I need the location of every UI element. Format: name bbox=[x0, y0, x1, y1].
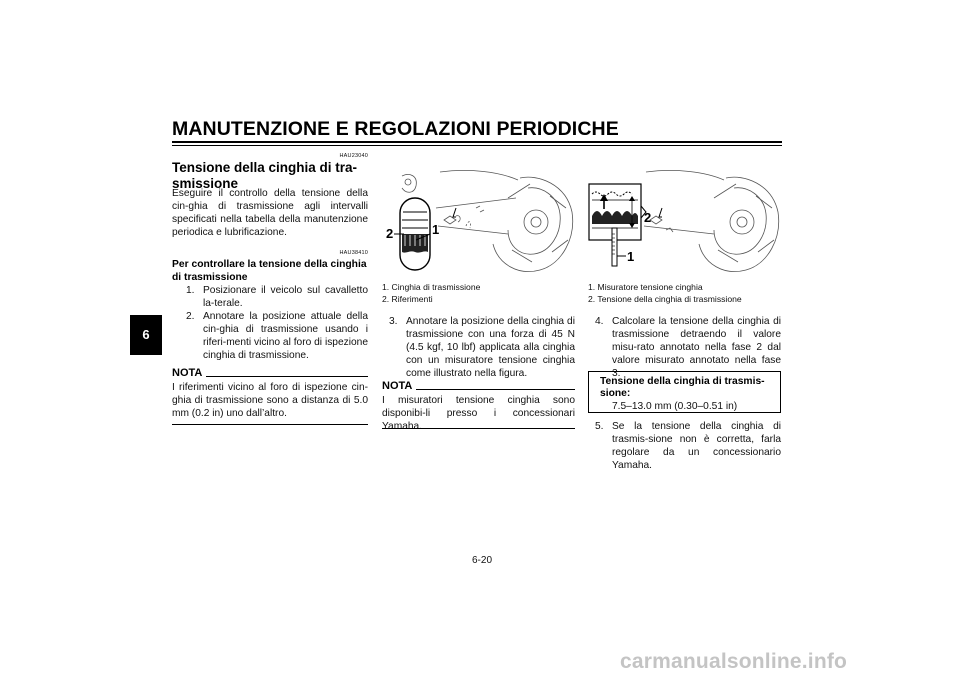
belt-inspection-figure bbox=[380, 168, 576, 280]
section-title: Tensione della cinghia di tra-smissione bbox=[172, 160, 358, 191]
header-rule bbox=[172, 141, 782, 143]
step-3 bbox=[389, 315, 575, 380]
intro-paragraph: Eseguire il controllo della tensione della cin-ghia di trasmissione agli intervalli specificati nella tabella della manutenzione periodica e lubrificazione. bbox=[172, 188, 368, 238]
caption-1: 1. Misuratore tensione cinghia bbox=[588, 282, 703, 292]
spec-title: Tensione della cinghia di trasmis-sione: bbox=[600, 376, 765, 399]
spec-value: 7.5–13.0 mm (0.30–0.51 in) bbox=[612, 401, 738, 412]
step-text: Calcolare la tensione della cinghia di trasmissione detraendo il valore misu-rato annotato nella fase 2 dal valore misurato annotato nella fase 3. bbox=[612, 316, 781, 379]
section-code: HAU23040 bbox=[339, 153, 368, 159]
step-text: Se la tensione della cinghia di trasmis-sione non è corretta, farla regolare da un concessionario Yamaha. bbox=[612, 421, 781, 471]
step-text: Posizionare il veicolo sul cavalletto la-terale. bbox=[203, 285, 368, 309]
page-number: 6-20 bbox=[471, 555, 492, 566]
note-text: I riferimenti vicino al foro di ispezione cin-ghia di trasmissione sono a distanza di 5.0 mm (0.2 in) uno dall’altro. bbox=[172, 382, 368, 419]
note-end-rule bbox=[172, 424, 368, 425]
step-text: Annotare la posizione della cinghia di trasmissione con una forza di 45 N (4.5 kgf, 10 lbf) applicata alla cinghia con un misuratore tensione cinghia come illustrato nella figura. bbox=[406, 316, 575, 379]
step-2 bbox=[186, 310, 368, 362]
step-number: 3. bbox=[389, 316, 398, 327]
caption-2: 2. Riferimenti bbox=[382, 294, 433, 304]
subsection-title: Per controllare la tensione della cinghia di trasmissione bbox=[172, 259, 367, 283]
step-5 bbox=[595, 420, 781, 472]
watermark: carmanualsonline.info bbox=[620, 650, 848, 673]
note-header bbox=[382, 380, 575, 392]
header-rule-thin bbox=[172, 145, 782, 146]
step-number: 1. bbox=[186, 285, 195, 296]
step-number: 4. bbox=[595, 316, 604, 327]
figure-label-2: 2 bbox=[644, 210, 652, 225]
figure-label-1: 1 bbox=[432, 222, 440, 237]
figure-label-2: 2 bbox=[386, 226, 394, 241]
step-number: 5. bbox=[595, 421, 604, 432]
page-title: MANUTENZIONE E REGOLAZIONI PERIODICHE bbox=[172, 118, 619, 140]
note-text: I misuratori tensione cinghia sono disponibi-li presso i concessionari Yamaha. bbox=[382, 395, 575, 432]
subsection-code: HAU38410 bbox=[339, 250, 368, 256]
note-label: NOTA bbox=[382, 380, 413, 392]
caption-2: 2. Tensione della cinghia di trasmissione bbox=[588, 294, 742, 304]
spec-box bbox=[588, 371, 781, 413]
note-header bbox=[172, 367, 368, 379]
note-label: NOTA bbox=[172, 367, 203, 379]
step-text: Annotare la posizione attuale della cin-ghia di trasmissione usando i riferi-menti vicino al foro di ispezione cinghia di trasmissione. bbox=[203, 311, 368, 361]
caption-1: 1. Cinghia di trasmissione bbox=[382, 282, 481, 292]
tension-gauge-figure bbox=[586, 168, 782, 280]
step-1 bbox=[186, 284, 368, 310]
step-number: 2. bbox=[186, 311, 195, 322]
chapter-tab: 6 bbox=[130, 315, 162, 355]
note-end-rule bbox=[382, 428, 575, 429]
figure-label-1: 1 bbox=[627, 249, 635, 264]
